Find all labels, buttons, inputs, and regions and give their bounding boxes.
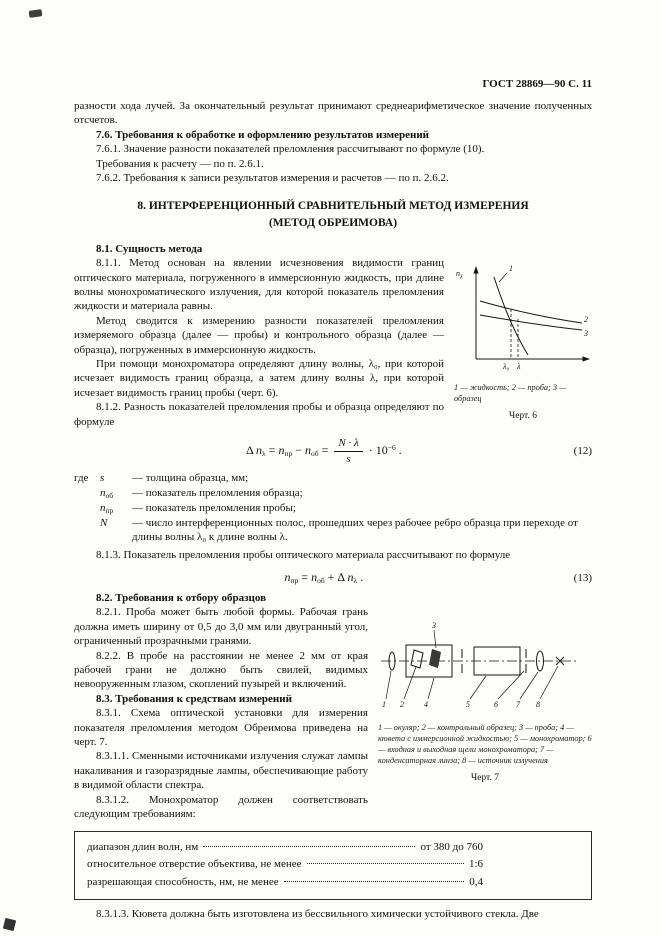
section-8-1-text-column (74, 256, 444, 429)
figure-6-caption: 1 — жидкость; 2 — проба; 3 — образец (454, 383, 567, 404)
scan-artifact-top-left (29, 9, 43, 18)
paragraph-8-2-2: 8.2.2. В пробе на расстоянии не менее 2 мм от края рабочей грани не должно быть свилей, видимых невооруженным глазом, скоплений пузырей и включений. (74, 649, 368, 691)
figure-6-number: Черт. 6 (509, 411, 537, 422)
formula-13-equals: = (298, 570, 312, 584)
where-spacer-2 (74, 501, 100, 516)
spec-label: разрешающая способность, нм, не менее (87, 875, 279, 888)
heading-8-3: 8.3. Требования к средствам измерений (96, 692, 292, 705)
fig6-x-label-lambda0: λ₀ (503, 362, 510, 372)
formula-13-number: (13) (573, 571, 592, 584)
formula-12-n-lambda: n (256, 442, 263, 457)
where-row-0-term: s (100, 472, 105, 485)
formula-12 (74, 437, 574, 465)
formula-12-numerator: N · λ (334, 437, 362, 452)
formula-13-n-sample: n (311, 570, 318, 584)
where-row-2-def: — показатель преломления пробы; (132, 501, 296, 514)
paragraph-8-3-1-2: 8.3.1.2. Монохроматор должен соответствовать следующим требованиям: (74, 793, 368, 821)
spec-value: 0,4 (469, 875, 483, 888)
paragraph-8-3-1-3: 8.3.1.3. Кювета должна быть изготовлена из бессвильного химически устойчивого стекла. Две (96, 908, 539, 921)
formula-12-row (74, 437, 592, 465)
heading-8-2: 8.2. Требования к отбору образцов (96, 592, 267, 604)
spec-value: 1:6 (468, 858, 483, 871)
fig7-label-3: 3 (432, 621, 436, 631)
figure-6-graph (454, 259, 592, 373)
where-row-3-def: — число интерференционных полос, прошедших через рабочее ребро образца при переходе от длины волны λ₀ к длине волны λ. (132, 516, 578, 544)
section-8-2-text-column (74, 605, 368, 821)
paragraph-8-1-1: 8.1.1. Метод основан на явлении исчезновения видимости границ оптического материала, погруженного в иммерсионную жидкость, при длине волны монохроматического излучения, для которой показатель преломления жидкости и материала равны. (74, 257, 444, 313)
fig6-x-label-lambda: λ (517, 362, 521, 372)
formula-13-row (74, 570, 592, 585)
spec-row-wavelength-range (87, 839, 579, 857)
page-content (74, 78, 592, 922)
formula-13-n-sample-sub: об (317, 576, 325, 585)
heading-7-6: 7.6. Требования к обработке и оформлению результатов измерений (96, 128, 430, 141)
formula-12-multiplier: · 10 (365, 442, 388, 457)
formula-12-number: (12) (573, 445, 592, 458)
formula-13-n-probe: n (284, 570, 291, 584)
document-reference: ГОСТ 28869—90 С. 11 (482, 78, 592, 90)
paragraph-8-1-1-method: Метод сводится к измерению разности показателей преломления измеряемого образца (далее — пробы) и контрольного образца (далее — образца), погруженных в иммерсионную жидкость. (74, 314, 444, 356)
formula-12-denominator: s (346, 452, 351, 465)
fig6-curve-label-3: 3 (584, 329, 588, 339)
figure-7-caption: 1 — окуляр; 2 — контрольный образец; 3 — проба; 4 — кювета с иммерсионной жидкостью; 5 — монохроматор; 6 — входная и выходная щели монохроматора; 7 — конденсаторная линза; 8 — источник излучения (378, 723, 592, 766)
dotted-leader (307, 863, 464, 864)
formula-12-fraction (334, 437, 362, 465)
paragraph-8-1-3: 8.1.3. Показатель преломления пробы оптического материала рассчитывают по формуле (96, 548, 511, 561)
where-row-2-term: $n_{пр}$ (100, 501, 114, 515)
formula-13-plus-delta: + Δ (324, 570, 348, 584)
figure-6 (454, 256, 592, 429)
figure-7-optical-scheme (378, 619, 592, 713)
fig7-label-1: 1 (382, 700, 386, 710)
paragraph-8-1-1-monochromator: При помощи монохроматора определяют длину волны, λ₀, при которой исчезает видимость границ образца, а затем длину волны λ, при которой исчезает видимость границ пробы (черт. 6). (74, 358, 444, 399)
section-8-title (74, 198, 592, 231)
fig6-curve-probe (480, 301, 582, 323)
formula-12-equals-2: = (318, 442, 332, 457)
formula-12-n-sample-sub: об (311, 448, 319, 458)
dotted-leader (203, 846, 415, 847)
fig6-curve-label-2: 2 (584, 315, 588, 325)
fig7-label-2: 2 (400, 700, 404, 710)
paragraph-7-6-1-note: Требования к расчету — по п. 2.6.1. (96, 157, 264, 170)
formula-12-exponent: −6 (387, 442, 396, 452)
fig6-curve-label-1: 1 (509, 264, 513, 274)
paragraph-8-2-1: 8.2.1. Проба может быть любой формы. Рабочая грань должна иметь ширину от 0,5 до 3,0 мм или двугранный угол, ограниченный прозрачными гранями. (74, 606, 368, 648)
where-spacer-1 (74, 486, 100, 501)
formula-12-n-probe-sub: пр (284, 448, 293, 458)
fig7-label-5: 5 (466, 700, 470, 710)
paragraph-continued: разности хода лучей. За окончательный результат принимают среднеарифметическое значение полученных отсчетов. (74, 100, 592, 127)
formula-13-period: . (357, 570, 364, 584)
formula-12-delta: Δ (245, 442, 257, 457)
fig6-curve-sample (480, 315, 582, 330)
formula-12-minus: − (292, 442, 305, 457)
page-header (74, 78, 592, 90)
where-row-0-def: — толщина образца, мм; (132, 472, 249, 485)
section-8-1-columns (74, 256, 592, 429)
monochromator-specs-box (74, 831, 592, 901)
paragraph-7-6-2: 7.6.2. Требования к записи результатов измерения и расчетов — по п. 2.6.2. (96, 172, 449, 185)
figure-7 (378, 605, 592, 821)
where-row-1-def: — показатель преломления образца; (132, 487, 303, 500)
spec-row-relative-aperture (87, 856, 579, 874)
heading-8-1: 8.1. Сущность метода (96, 242, 203, 255)
formula-12-period: . (395, 442, 402, 457)
formula-12-n-probe: n (278, 442, 285, 457)
dotted-leader (284, 881, 465, 882)
spec-label: относительное отверстие объектива, не менее (87, 858, 302, 871)
fig7-label-6: 6 (494, 700, 498, 710)
paragraph-7-6-1: 7.6.1. Значение разности показателей преломления рассчитывают по формуле (10). (96, 143, 485, 156)
where-intro: где (74, 472, 89, 485)
paragraph-8-3-1: 8.3.1. Схема оптической установки для измерения показателя преломления методом Обреимова приведена на черт. 7. (74, 707, 368, 749)
fig7-probe (429, 649, 441, 668)
where-list (74, 471, 592, 544)
spec-label: диапазон длин волн, нм (87, 840, 199, 853)
fig7-control-sample (411, 650, 423, 668)
scan-artifact-bottom-left (3, 918, 16, 931)
formula-12-equals-1: = (265, 442, 279, 457)
section-8-2-columns (74, 605, 592, 821)
formula-13-n-lambda: n (347, 570, 354, 584)
paragraph-8-3-1-1: 8.3.1.1. Сменными источниками излучения служат лампы накаливания и газоразрядные лампы, обеспечивающие работу в видимой области спектра. (74, 750, 368, 792)
formula-13-n-lambda-sub: λ (353, 576, 358, 585)
where-row-3-term: N (100, 516, 108, 529)
spec-value: от 380 до 760 (420, 840, 483, 853)
fig7-label-7: 7 (516, 700, 520, 710)
paragraph-8-1-2: 8.1.2. Разность показателей преломления пробы и образца определяют по формуле (74, 401, 444, 428)
formula-12-n-lambda-sub: λ (262, 448, 266, 458)
where-row-1-term: $n_{об}$ (100, 487, 114, 501)
formula-13-n-probe-sub: пр (290, 576, 299, 585)
where-spacer-3 (74, 516, 100, 545)
spec-row-resolution (87, 874, 579, 892)
fig7-label-4: 4 (424, 700, 428, 710)
section-8-title-line1: 8. ИНТЕРФЕРЕНЦИОННЫЙ СРАВНИТЕЛЬНЫЙ МЕТОД ИЗМЕРЕНИЯ (137, 200, 529, 213)
fig6-y-axis-label: $n_\lambda$ (456, 269, 463, 281)
figure-7-number: Черт. 7 (471, 773, 499, 784)
section-8-title-line2: (МЕТОД ОБРЕИМОВА) (268, 217, 398, 230)
formula-12-n-sample: n (305, 442, 311, 457)
formula-13 (74, 570, 574, 585)
fig7-label-8: 8 (536, 700, 540, 710)
